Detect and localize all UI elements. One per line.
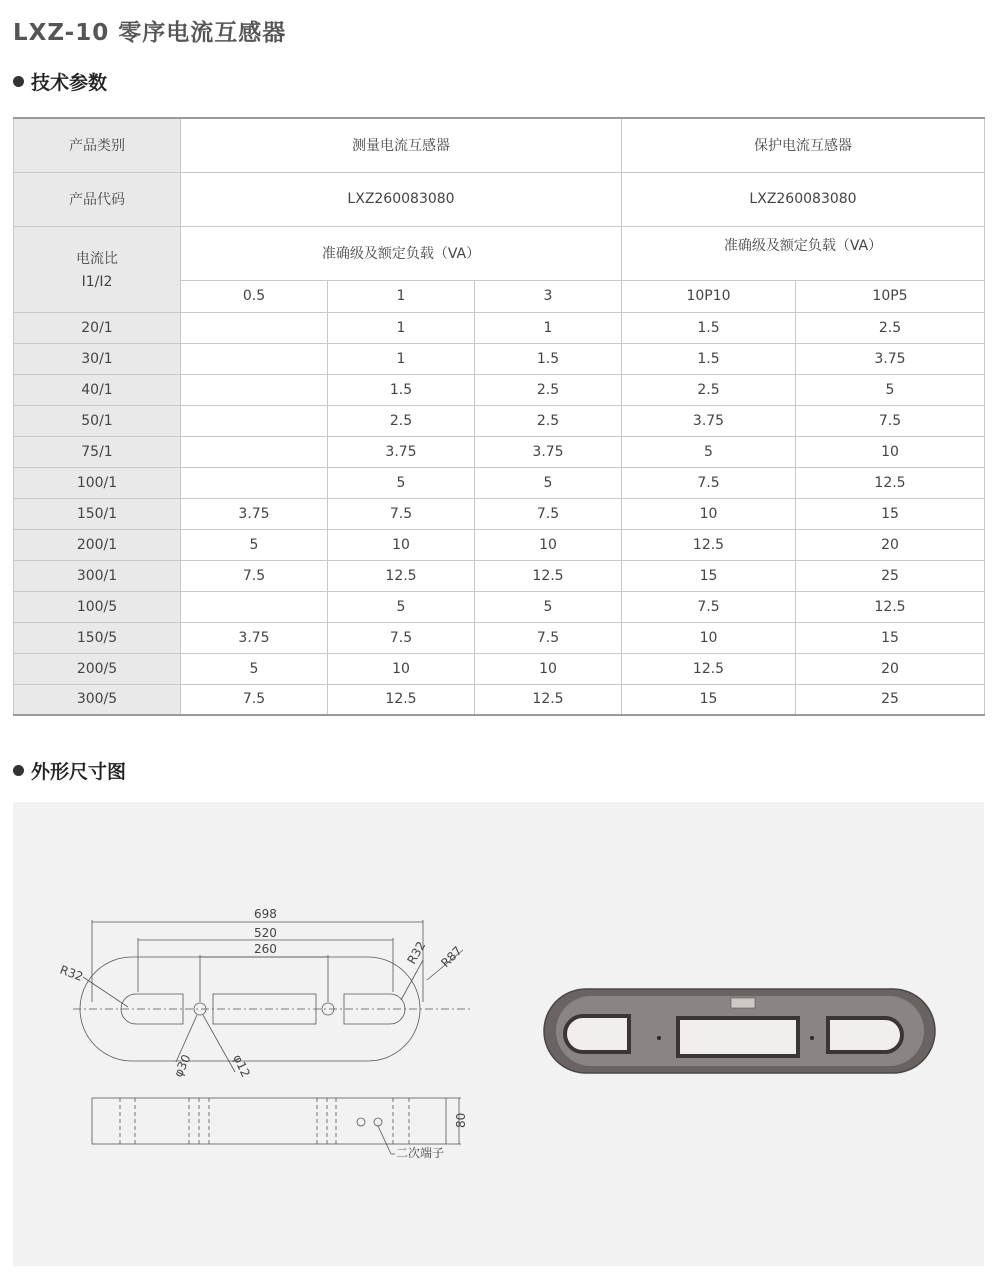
table-row-category bbox=[14, 118, 985, 172]
ratio-cell: 150/5 bbox=[14, 622, 181, 653]
value-cell: 25 bbox=[796, 684, 985, 715]
value-cell: 7.5 bbox=[181, 560, 328, 591]
value-cell: 7.5 bbox=[328, 498, 475, 529]
value-cell: 12.5 bbox=[622, 653, 796, 684]
value-cell: 5 bbox=[475, 591, 622, 622]
spec-table bbox=[13, 117, 985, 716]
value-cell: 10 bbox=[475, 653, 622, 684]
measure-code-cell: LXZ260083080 bbox=[181, 172, 622, 226]
table-row bbox=[14, 622, 985, 653]
value-cell: 15 bbox=[622, 560, 796, 591]
bullet-icon bbox=[13, 76, 24, 87]
value-cell: 7.5 bbox=[181, 684, 328, 715]
section-heading-dims-label: 外形尺寸图 bbox=[31, 761, 127, 783]
value-cell bbox=[181, 343, 328, 374]
table-row bbox=[14, 591, 985, 622]
value-cell: 3.75 bbox=[181, 622, 328, 653]
ratio-label-cell bbox=[14, 226, 181, 312]
ratio-cell: 75/1 bbox=[14, 436, 181, 467]
value-cell: 2.5 bbox=[622, 374, 796, 405]
ratio-cell: 300/5 bbox=[14, 684, 181, 715]
value-cell: 5 bbox=[328, 467, 475, 498]
value-cell: 12.5 bbox=[475, 560, 622, 591]
value-cell: 20 bbox=[796, 653, 985, 684]
value-cell: 7.5 bbox=[796, 405, 985, 436]
ratio-cell: 100/1 bbox=[14, 467, 181, 498]
value-cell: 3.75 bbox=[328, 436, 475, 467]
value-cell bbox=[181, 374, 328, 405]
protect-type-cell: 保护电流互感器 bbox=[622, 118, 985, 172]
r87: R87 bbox=[438, 943, 465, 971]
dimension-figure bbox=[13, 802, 984, 1266]
value-cell: 25 bbox=[796, 560, 985, 591]
ratio-cell: 150/1 bbox=[14, 498, 181, 529]
phi12: φ12 bbox=[230, 1052, 253, 1080]
value-cell: 5 bbox=[796, 374, 985, 405]
value-cell: 12.5 bbox=[328, 560, 475, 591]
section-heading-specs bbox=[13, 68, 107, 95]
ratio-cell: 30/1 bbox=[14, 343, 181, 374]
r32-right: R32 bbox=[404, 939, 429, 967]
value-cell: 12.5 bbox=[475, 684, 622, 715]
terminal-label: 二次端子 bbox=[396, 1146, 445, 1160]
r32-left: R32 bbox=[57, 962, 85, 984]
class-cell: 0.5 bbox=[181, 280, 328, 312]
class-cell: 10P5 bbox=[796, 280, 985, 312]
value-cell: 10 bbox=[622, 498, 796, 529]
value-cell: 15 bbox=[796, 622, 985, 653]
table-row bbox=[14, 312, 985, 343]
table-row bbox=[14, 467, 985, 498]
accuracy-protect-cell: 准确级及额定负载（VA） bbox=[622, 226, 985, 280]
table-row-accuracy bbox=[14, 226, 985, 280]
value-cell: 5 bbox=[181, 653, 328, 684]
section-heading-dims bbox=[13, 757, 126, 784]
table-row bbox=[14, 405, 985, 436]
value-cell: 10 bbox=[328, 529, 475, 560]
value-cell: 10 bbox=[622, 622, 796, 653]
value-cell: 15 bbox=[796, 498, 985, 529]
value-cell: 5 bbox=[328, 591, 475, 622]
table-row bbox=[14, 436, 985, 467]
value-cell: 12.5 bbox=[796, 467, 985, 498]
value-cell: 1 bbox=[328, 343, 475, 374]
table-row bbox=[14, 684, 985, 715]
bullet-icon bbox=[13, 765, 24, 776]
page-title: LXZ-10 零序电流互感器 bbox=[13, 20, 287, 46]
value-cell: 5 bbox=[475, 467, 622, 498]
table-row bbox=[14, 560, 985, 591]
measure-type-cell: 测量电流互感器 bbox=[181, 118, 622, 172]
ratio-cell: 100/5 bbox=[14, 591, 181, 622]
value-cell: 1 bbox=[328, 312, 475, 343]
table-row bbox=[14, 529, 985, 560]
value-cell: 7.5 bbox=[622, 467, 796, 498]
value-cell: 1.5 bbox=[328, 374, 475, 405]
ratio-cell: 200/5 bbox=[14, 653, 181, 684]
dim-260: 260 bbox=[254, 942, 277, 956]
value-cell bbox=[181, 467, 328, 498]
value-cell: 12.5 bbox=[328, 684, 475, 715]
dim-520: 520 bbox=[254, 926, 277, 940]
value-cell: 10 bbox=[796, 436, 985, 467]
ratio-cell: 300/1 bbox=[14, 560, 181, 591]
height-80: 80 bbox=[454, 1112, 468, 1128]
terminal-left bbox=[357, 1118, 365, 1126]
phi30: φ30 bbox=[171, 1052, 194, 1080]
value-cell bbox=[181, 312, 328, 343]
value-cell: 7.5 bbox=[475, 622, 622, 653]
product-photo bbox=[544, 989, 935, 1073]
value-cell: 15 bbox=[622, 684, 796, 715]
value-cell: 10 bbox=[328, 653, 475, 684]
value-cell: 1.5 bbox=[475, 343, 622, 374]
table-row bbox=[14, 653, 985, 684]
value-cell: 12.5 bbox=[796, 591, 985, 622]
value-cell: 7.5 bbox=[475, 498, 622, 529]
ratio-cell: 50/1 bbox=[14, 405, 181, 436]
value-cell: 1.5 bbox=[622, 343, 796, 374]
value-cell: 20 bbox=[796, 529, 985, 560]
value-cell: 1 bbox=[475, 312, 622, 343]
value-cell: 3.75 bbox=[181, 498, 328, 529]
protect-code-cell: LXZ260083080 bbox=[622, 172, 985, 226]
value-cell: 10 bbox=[475, 529, 622, 560]
value-cell: 2.5 bbox=[328, 405, 475, 436]
table-row bbox=[14, 498, 985, 529]
table-row bbox=[14, 343, 985, 374]
value-cell: 3.75 bbox=[796, 343, 985, 374]
value-cell: 3.75 bbox=[475, 436, 622, 467]
accuracy-measure-cell: 准确级及额定负载（VA） bbox=[181, 226, 622, 280]
table-row bbox=[14, 374, 985, 405]
section-heading-specs-label: 技术参数 bbox=[31, 72, 108, 94]
value-cell: 12.5 bbox=[622, 529, 796, 560]
ratio-cell: 200/1 bbox=[14, 529, 181, 560]
value-cell: 2.5 bbox=[475, 405, 622, 436]
value-cell bbox=[181, 405, 328, 436]
ratio-sub-label: I1/I2 bbox=[81, 274, 113, 290]
value-cell bbox=[181, 591, 328, 622]
ratio-cell: 20/1 bbox=[14, 312, 181, 343]
value-cell: 7.5 bbox=[622, 591, 796, 622]
value-cell: 7.5 bbox=[328, 622, 475, 653]
ratio-cell: 40/1 bbox=[14, 374, 181, 405]
class-cell: 10P10 bbox=[622, 280, 796, 312]
dimension-drawing bbox=[13, 802, 984, 1266]
value-cell: 3.75 bbox=[622, 405, 796, 436]
class-cell: 1 bbox=[328, 280, 475, 312]
terminal-right bbox=[374, 1118, 382, 1126]
class-cell: 3 bbox=[475, 280, 622, 312]
dim-698: 698 bbox=[254, 907, 277, 921]
value-cell: 2.5 bbox=[475, 374, 622, 405]
ratio-label: 电流比 bbox=[76, 251, 118, 267]
value-cell: 5 bbox=[622, 436, 796, 467]
category-label: 产品类别 bbox=[14, 118, 181, 172]
value-cell bbox=[181, 436, 328, 467]
value-cell: 5 bbox=[181, 529, 328, 560]
value-cell: 2.5 bbox=[796, 312, 985, 343]
code-label: 产品代码 bbox=[14, 172, 181, 226]
value-cell: 1.5 bbox=[622, 312, 796, 343]
table-row-code bbox=[14, 172, 985, 226]
